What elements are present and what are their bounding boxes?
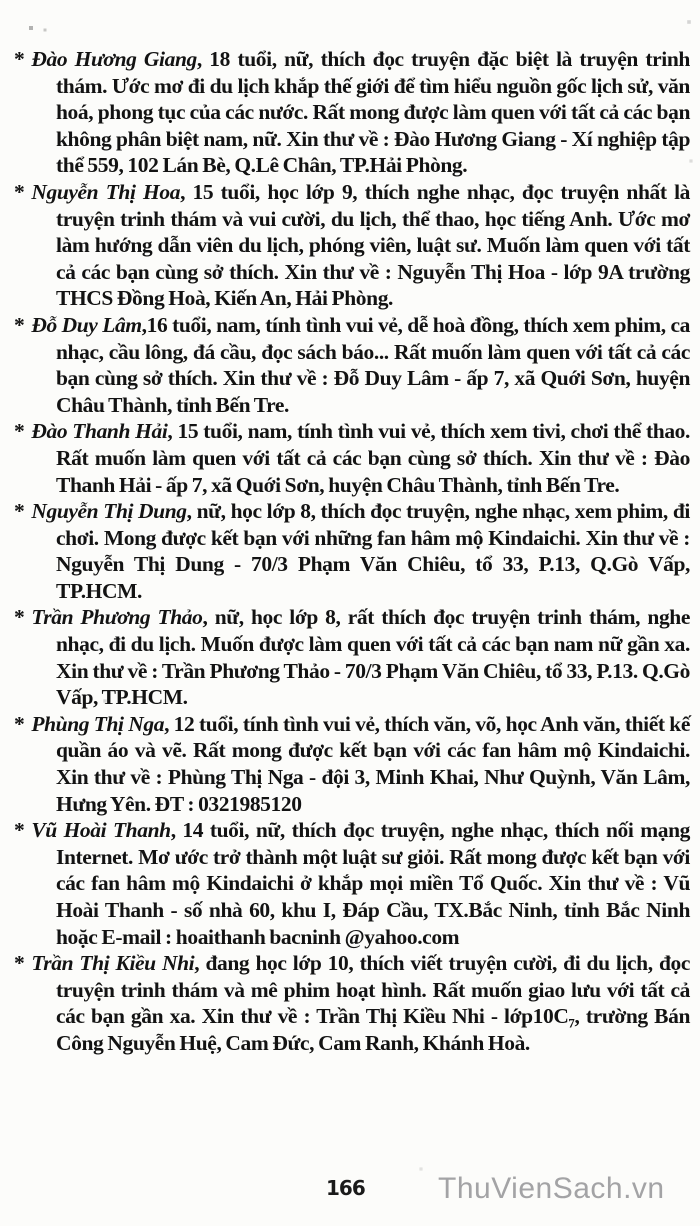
- bullet-asterisk: *: [14, 179, 25, 204]
- penpal-details: , 15 tuổi, học lớp 9, thích nghe nhạc, đọc truyện nhất là truyện trinh thám và vui cười, du lịch, thể thao, học tiếng Anh. Ước mơ làm hướng dẫn viên du lịch, phóng viên, luật sư. Muốn làm quen với tất cả các bạn cùng sở thích. Xin thư về : Nguyễn Thị Hoa - lớp 9A trường THCS Đồng Hoà, Kiến An, Hải Phòng.: [56, 179, 691, 311]
- page-number: 166: [326, 1176, 365, 1200]
- penpal-details: , 14 tuổi, nữ, thích đọc truyện, nghe nhạc, thích nối mạng Internet. Mơ ước trở thành một luật sư giỏi. Rất mong được kết bạn với các fan hâm mộ Kindaichi ở khắp mọi miền Tổ Quốc. Xin thư về : Vũ Hoài Thanh - số nhà 60, khu I, Đáp Cầu, TX.Bắc Ninh, tỉnh Bắc Ninh hoặc E-mail : hoaithanh bacninh @yahoo.com: [56, 818, 690, 949]
- penpal-details: ,16 tuổi, nam, tính tình vui vẻ, dễ hoà đồng, thích xem phim, ca nhạc, cầu lông, đá cầu, đọc sách báo... Rất muốn làm quen với tất cả các bạn cùng sở thích. Xin thư về : Đỗ Duy Lâm - ấp 7, xã Quới Sơn, huyện Châu Thành, tỉnh Bến Tre.: [56, 312, 690, 417]
- penpal-entry: [14, 817, 690, 950]
- scan-noise: [0, 0, 2, 2]
- penpal-entry: [14, 498, 690, 604]
- penpal-entry: [14, 312, 690, 418]
- bullet-asterisk: *: [14, 818, 25, 843]
- bullet-asterisk: *: [14, 951, 25, 976]
- penpal-entry: [14, 179, 690, 312]
- penpal-name: Nguyễn Thị Dung: [31, 499, 187, 524]
- bullet-asterisk: *: [14, 605, 25, 630]
- penpal-details: , 15 tuổi, nam, tính tình vui vẻ, thích xem tivi, chơi thể thao. Rất muốn làm quen với tất cả các bạn cùng sở thích. Xin thư về : Đào Thanh Hải - ấp 7, xã Quới Sơn, huyện Châu Thành, tỉnh Bến Tre.: [56, 419, 690, 497]
- penpal-details: , 18 tuổi, nữ, thích đọc truyện đặc biệt là truyện trinh thám. Ước mơ đi du lịch khắp thế giới để tìm hiểu nguồn gốc lịch sử, văn hoá, phong tục của các nước. Rất mong được làm quen với tất cả các bạn không phân biệt nam, nữ. Xin thư về : Đào Hương Giang - Xí nghiệp tập thể 559, 102 Lán Bè, Q.Lê Chân, TP.Hải Phòng.: [56, 47, 690, 178]
- bullet-asterisk: *: [14, 47, 25, 71]
- bullet-asterisk: *: [14, 711, 25, 736]
- penpal-name: Đào Hương Giang: [31, 47, 197, 71]
- penpal-entry: [14, 418, 690, 498]
- penpal-entry: [14, 604, 690, 710]
- penpal-details: , 12 tuổi, tính tình vui vẻ, thích văn, võ, học Anh văn, thiết kế quần áo và vẽ. Rất mong được kết bạn với các fan hâm mộ Kindaichi. Xin thư về : Phùng Thị Nga - đội 3, Minh Khai, Như Quỳnh, Văn Lâm, Hưng Yên. ĐT : 0321985120: [56, 711, 690, 816]
- penpal-details: , nữ, học lớp 8, rất thích đọc truyện trinh thám, nghe nhạc, đi du lịch. Muốn được làm quen với tất cả các bạn nam nữ gần xa. Xin thư về : Trần Phương Thảo - 70/3 Phạm Văn Chiêu, tổ 33, P.13. Q.Gò Vấp, TP.HCM.: [56, 605, 690, 710]
- penpal-entry: [14, 46, 690, 179]
- penpal-name: Vũ Hoài Thanh: [31, 818, 171, 843]
- bullet-asterisk: *: [14, 419, 25, 444]
- bullet-asterisk: *: [14, 499, 25, 524]
- penpal-name: Đỗ Duy Lâm: [31, 312, 142, 337]
- penpal-list: [14, 46, 690, 1057]
- penpal-name: Nguyễn Thị Hoa: [31, 179, 181, 204]
- penpal-entry: [14, 950, 690, 1056]
- watermark-thuviensach: ThuVienSach.vn: [438, 1172, 665, 1205]
- penpal-name: Trần Thị Kiều Nhi: [31, 951, 195, 976]
- penpal-name: Đào Thanh Hải: [31, 419, 168, 444]
- penpal-details: , nữ, học lớp 8, thích đọc truyện, nghe nhạc, xem phim, đi chơi. Mong được kết bạn với những fan hâm mộ Kindaichi. Xin thư về : Nguyễn Thị Dung - 70/3 Phạm Văn Chiêu, tổ 33, P.13, Q.Gò Vấp, TP.HCM.: [56, 499, 690, 603]
- penpal-name: Trần Phương Thảo: [31, 605, 203, 630]
- bullet-asterisk: *: [14, 312, 25, 337]
- penpal-name: Phùng Thị Nga: [31, 711, 165, 736]
- penpal-entry: [14, 711, 690, 817]
- penpal-details: , đang học lớp 10, thích viết truyện cười, đi du lịch, đọc truyện trinh thám và mê phim hoạt hình. Rất muốn giao lưu với tất cả các bạn gần xa. Xin thư về : Trần Thị Kiều Nhi - lớp10C₇, trường Bán Công Nguyễn Huệ, Cam Đức, Cam Ranh, Khánh Hoà.: [56, 951, 691, 1055]
